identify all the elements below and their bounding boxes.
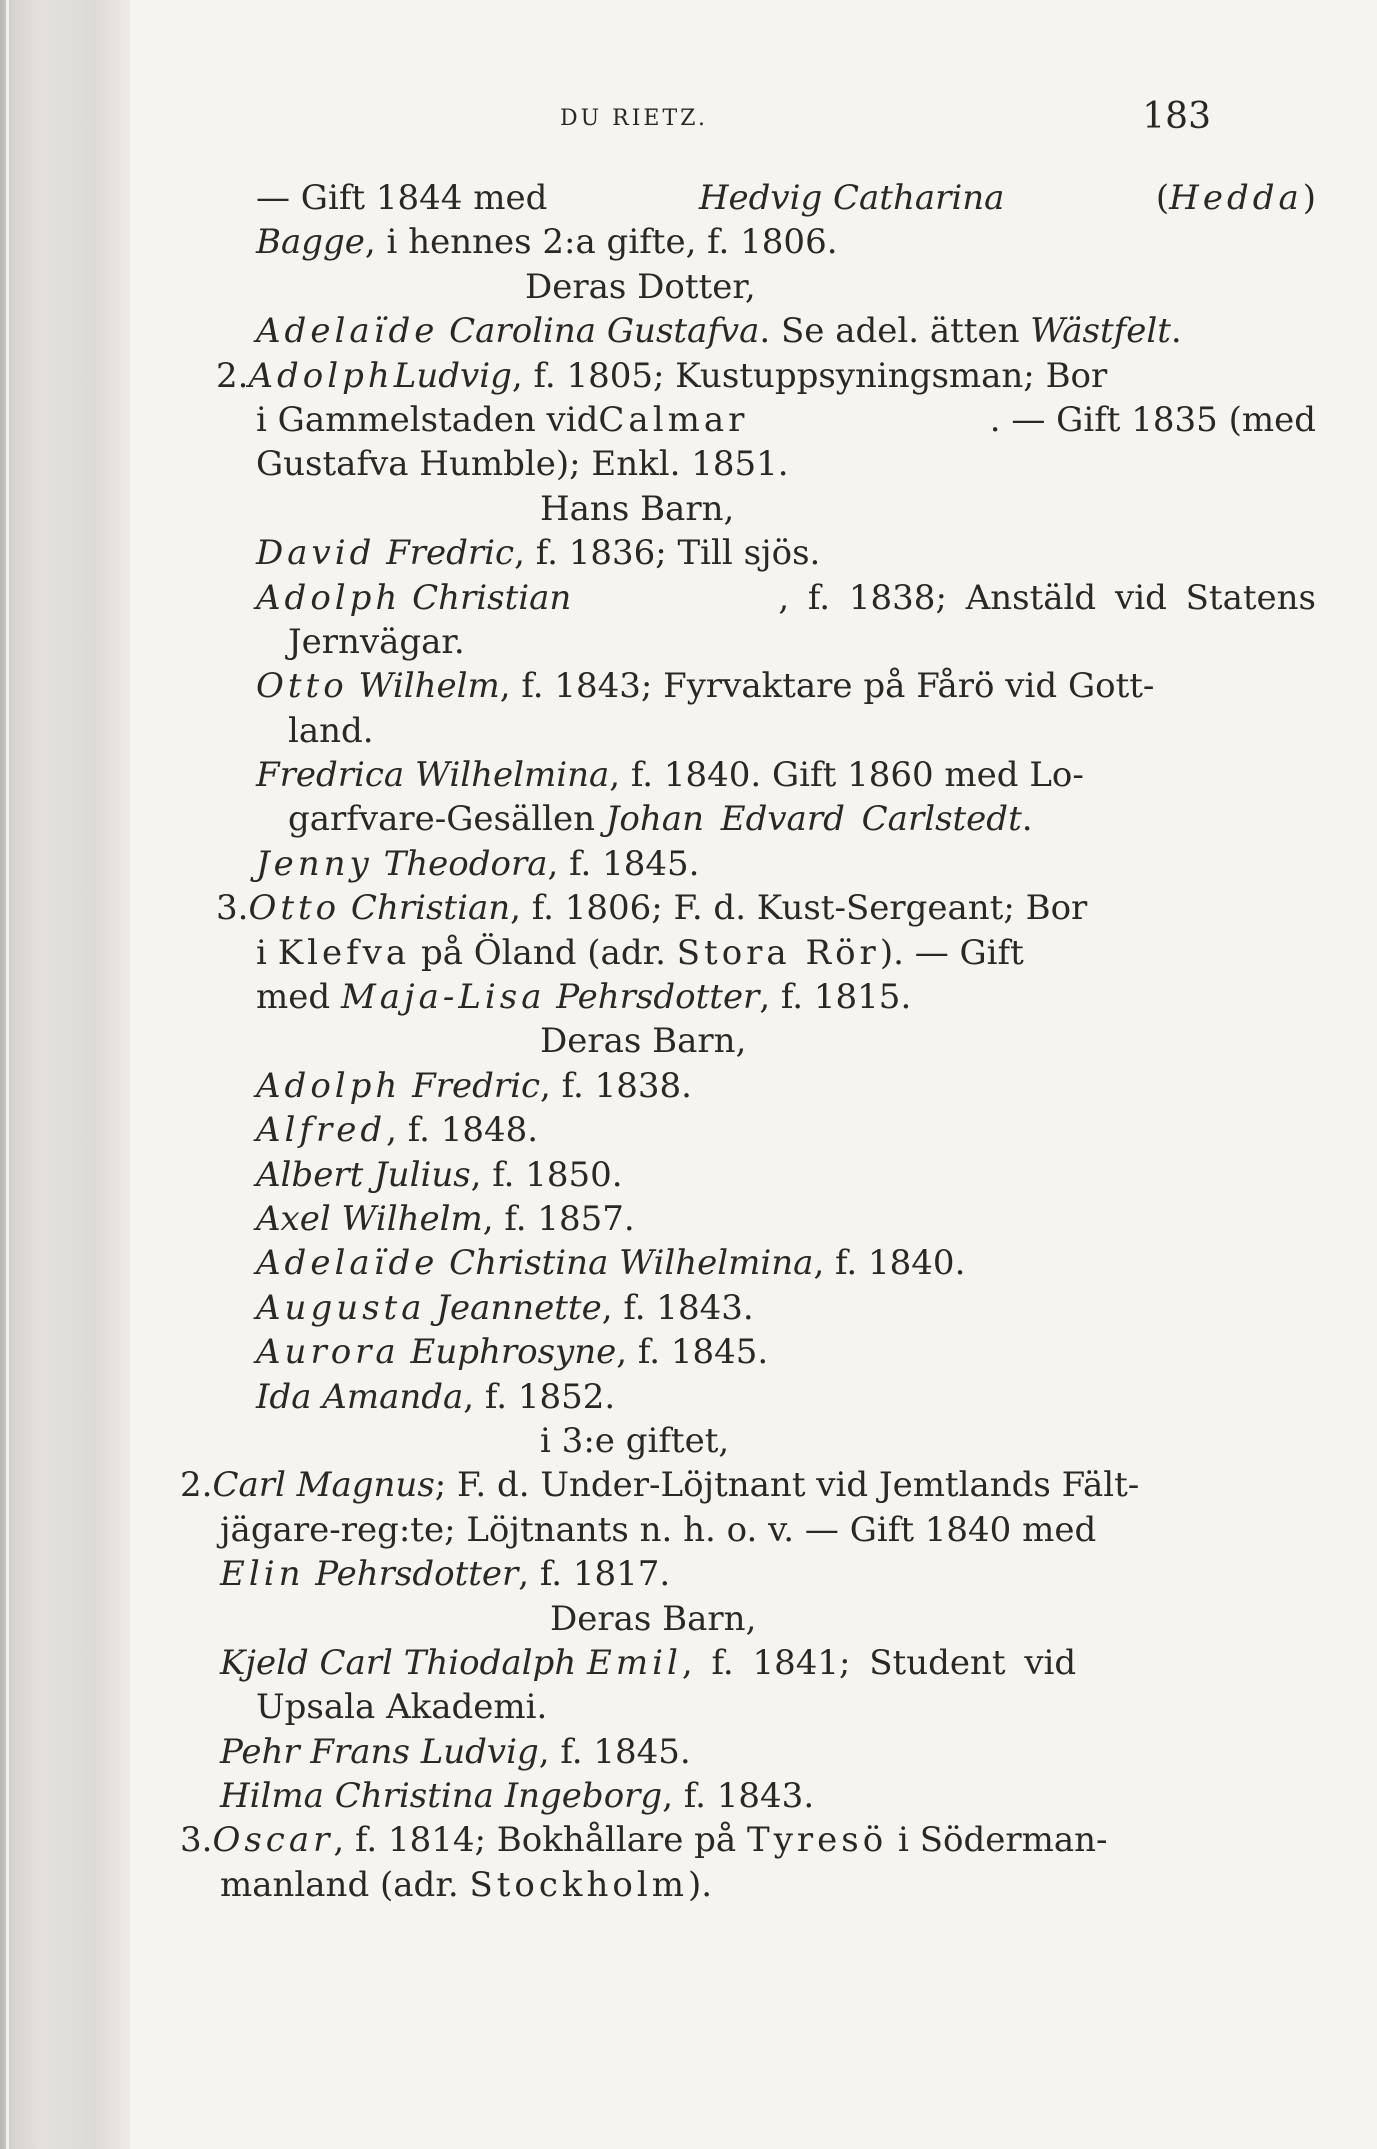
text-line: manland (adr. Stockholm). bbox=[220, 1864, 713, 1905]
text-line: Augusta Jeannette, f. 1843. bbox=[256, 1287, 754, 1328]
text-line: i Gammelstaden vid Calmar . — Gift 1835 (med bbox=[256, 399, 1316, 440]
text-line: Adolph Fredric, f. 1838. bbox=[256, 1065, 692, 1106]
text-line: land. bbox=[288, 710, 374, 751]
text-line: 2. Adolph Ludvig , f. 1805; Kustuppsyningsman; Bor bbox=[216, 355, 1108, 396]
text-line: Bagge, i hennes 2:a gifte, f. 1806. bbox=[256, 222, 838, 263]
text-line: Hilma Christina Ingeborg, f. 1843. bbox=[220, 1776, 815, 1817]
section-heading: Hans Barn, bbox=[540, 488, 735, 529]
page-header bbox=[130, 96, 1377, 136]
text-line: Fredrica Wilhelmina, f. 1840. Gift 1860 med Lo- bbox=[256, 755, 1084, 796]
section-heading: Deras Barn, bbox=[550, 1598, 757, 1639]
text-line: Pehr Frans Ludvig, f. 1845. bbox=[220, 1731, 691, 1772]
text-line: Adelaïde Christina Wilhelmina, f. 1840. bbox=[256, 1243, 966, 1284]
page-number: 183 bbox=[1142, 96, 1211, 137]
text-line: Alfred, f. 1848. bbox=[256, 1110, 539, 1151]
book-page bbox=[130, 0, 1377, 2149]
text-line: Aurora Euphrosyne, f. 1845. bbox=[256, 1332, 769, 1373]
text-line: 2.Carl Magnus; F. d. Under-Löjtnant vid Jemtlands Fält- bbox=[180, 1465, 1140, 1506]
text-line: Jernvägar. bbox=[288, 621, 465, 662]
text-line: Kjeld Carl Thiodalph Emil, f. 1841; Student vid bbox=[220, 1642, 1077, 1683]
book-binding bbox=[0, 0, 130, 2149]
text-line: 3.Otto Christian, f. 1806; F. d. Kust-Sergeant; Bor bbox=[216, 888, 1088, 929]
text-line: Ida Amanda, f. 1852. bbox=[256, 1376, 616, 1417]
text-line: Gustafva Humble); Enkl. 1851. bbox=[256, 444, 789, 485]
text-line: med Maja-Lisa Pehrsdotter, f. 1815. bbox=[256, 977, 912, 1018]
text-line: Albert Julius, f. 1850. bbox=[256, 1154, 623, 1195]
section-heading: Deras Dotter, bbox=[525, 266, 756, 307]
running-head: DU RIETZ. bbox=[560, 106, 709, 131]
text-line: 3.Oscar, f. 1814; Bokhållare på Tyresö i Söderman- bbox=[180, 1820, 1108, 1861]
section-heading: Deras Barn, bbox=[540, 1021, 747, 1062]
text-line: Adelaïde Carolina Gustafva. Se adel. ätten Wästfelt. bbox=[256, 311, 1182, 352]
text-line: Upsala Akademi. bbox=[256, 1687, 548, 1728]
text-line: jägare-reg:te; Löjtnants n. h. o. v. — Gift 1840 med bbox=[220, 1509, 1097, 1550]
text-line: garfvare-Gesällen Johan Edvard Carlstedt. bbox=[288, 799, 1033, 840]
text-line: i Klefva på Öland (adr. Stora Rör). — Gift bbox=[256, 932, 1024, 973]
text-line: Otto Wilhelm, f. 1843; Fyrvaktare på Fårö vid Gott- bbox=[256, 666, 1155, 707]
text-line: Adolph Christian , f. 1838; Anstäld vid Statens bbox=[256, 577, 1316, 618]
page-body bbox=[130, 176, 1377, 1907]
page-edge bbox=[6, 0, 9, 2149]
section-heading: i 3:e giftet, bbox=[540, 1420, 730, 1461]
text-line: Jenny Theodora, f. 1845. bbox=[256, 843, 700, 884]
text-line: Elin Pehrsdotter, f. 1817. bbox=[220, 1554, 671, 1595]
text-line: Axel Wilhelm, f. 1857. bbox=[256, 1198, 635, 1239]
text-line: — Gift 1844 med Hedvig Catharina ( Hedda ) bbox=[256, 178, 1317, 218]
text-line: David Fredric, f. 1836; Till sjös. bbox=[256, 533, 821, 574]
